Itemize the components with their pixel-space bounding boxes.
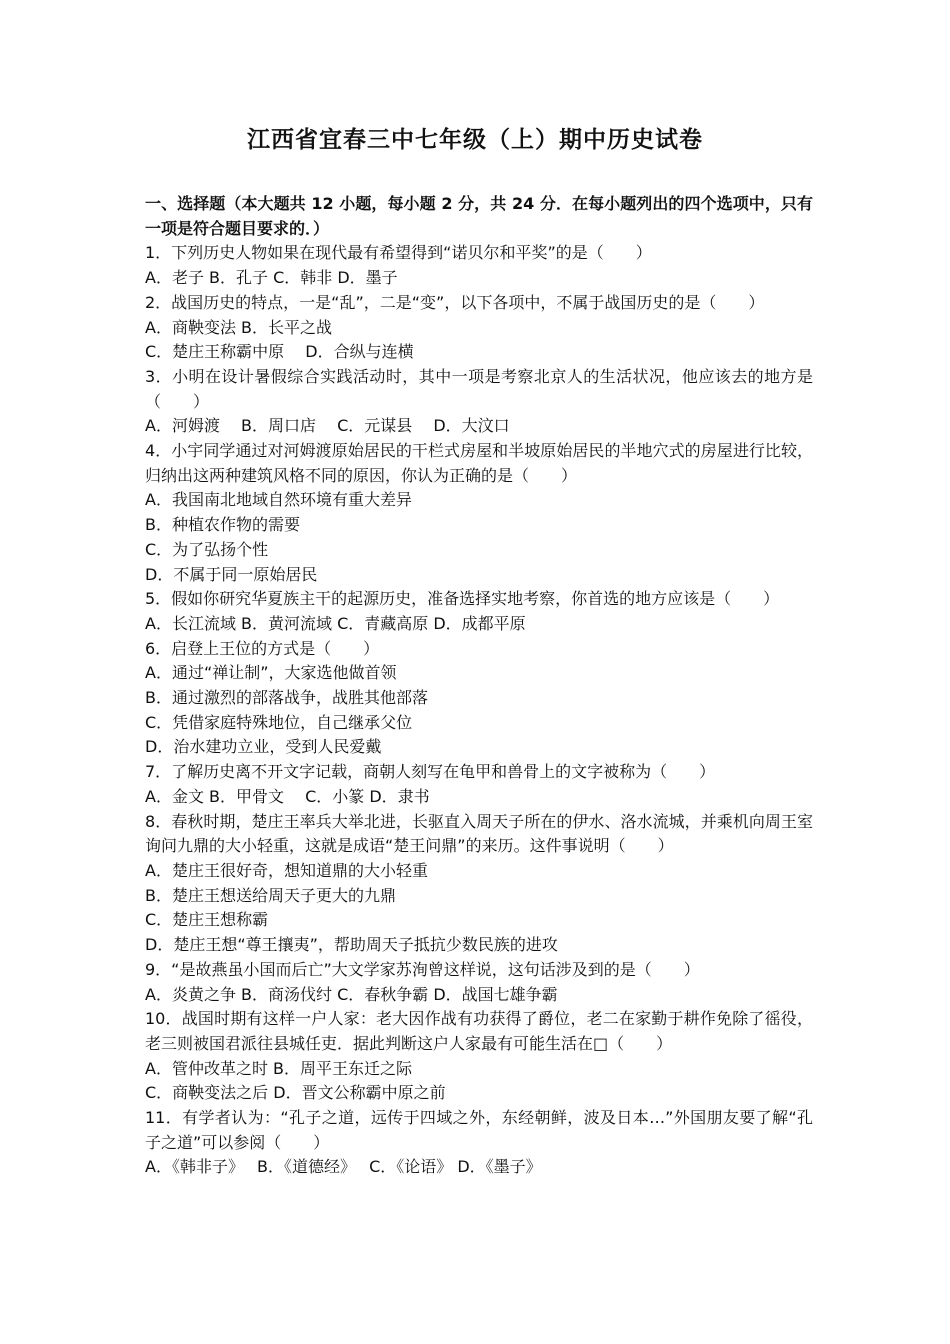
question-option: C．凭借家庭特殊地位，自己继承父位 — [145, 712, 413, 732]
question-10 — [145, 1007, 813, 1106]
question-stem: 1．下列历史人物如果在现代最有希望得到“诺贝尔和平奖”的是（ ） — [145, 243, 652, 263]
question-option: A．老子 B．孔子 C．韩非 D．墨子 — [145, 268, 398, 288]
question-option: A．商鞅变法 B．长平之战 — [145, 317, 333, 337]
question-4 — [145, 439, 813, 587]
question-1 — [145, 241, 813, 290]
question-option: D．治水建功立业，受到人民爱戴 — [145, 737, 382, 757]
question-option: D．楚庄王想“尊王攘夷”，帮助周天子抵抗少数民族的进攻 — [145, 935, 558, 955]
question-option: A．《韩非子》 B．《道德经》 C．《论语》 D．《墨子》 — [145, 1157, 542, 1177]
question-option: A．我国南北地域自然环境有重大差异 — [145, 490, 412, 510]
exam-title: 江西省宜春三中七年级（上）期中历史试卷 — [247, 127, 703, 153]
question-stem: 4．小宇同学通过对河姆渡原始居民的干栏式房屋和半坡原始居民的半地穴式的房屋进行比较，归纳出这两种建筑风格不同的原因，你认为正确的是（ ） — [145, 441, 813, 485]
question-option: D．不属于同一原始居民 — [145, 564, 318, 584]
question-option: A．金文 B．甲骨文 C．小篆 D．隶书 — [145, 786, 430, 806]
question-stem: 5．假如你研究华夏族主干的起源历史，准备选择实地考察，你首选的地方应该是（ ） — [145, 589, 780, 609]
question-stem: 8．春秋时期，楚庄王率兵大举北进，长驱直入周天子所在的伊水、洛水流城，并乘机向周王室询问九鼎的大小轻重，这就是成语“楚王问鼎”的来历。这件事说明（ ） — [145, 811, 813, 856]
question-stem: 3．小明在设计暑假综合实践活动时，其中一项是考察北京人的生活状况，他应该去的地方是（ ） — [145, 366, 813, 411]
question-5 — [145, 587, 813, 636]
question-11 — [145, 1106, 813, 1180]
question-3 — [145, 365, 813, 439]
question-stem: 7．了解历史离不开文字记载，商朝人刻写在龟甲和兽骨上的文字被称为（ ） — [145, 762, 716, 782]
question-option: C．为了弘扬个性 — [145, 539, 269, 559]
question-option: A．楚庄王很好奇，想知道鼎的大小轻重 — [145, 860, 428, 880]
question-option: B．通过激烈的部落战争，战胜其他部落 — [145, 688, 428, 708]
question-option: B．种植农作物的需要 — [145, 515, 300, 535]
question-stem: 2．战国历史的特点，一是“乱”，二是“变”，以下各项中，不属于战国历史的是（ ） — [145, 292, 765, 312]
question-option: C．楚庄王想称霸 — [145, 910, 269, 930]
question-option: A．管仲改革之时 B．周平王东迁之际 — [145, 1058, 413, 1078]
question-stem: 11．有学者认为：“孔子之道，远传于四域之外，东经朝鲜，波及日本…”外国朋友要了解“孔子之道”可以参阅（ ） — [145, 1108, 813, 1152]
question-stem: 10．战国时期有这样一户人家：老大因作战有功获得了爵位，老二在家勤于耕作免除了徭役，老三则被国君派往县城任吏．据此判断这户人家最有可能生活在□（ ） — [145, 1009, 813, 1053]
question-option: C．楚庄王称霸中原 D．合纵与连横 — [145, 342, 414, 362]
question-2 — [145, 291, 813, 365]
section-heading: 一、选择题（本大题共 12 小题，每小题 2 分，共 24 分．在每小题列出的四个选项中，只有一项是符合题目要求的．） — [145, 194, 813, 238]
question-7 — [145, 760, 813, 809]
question-stem: 9．“是故燕虽小国而后亡”大文学家苏洵曾这样说，这句话涉及到的是（ ） — [145, 959, 700, 979]
question-option: C．商鞅变法之后 D．晋文公称霸中原之前 — [145, 1083, 446, 1103]
question-9 — [145, 958, 813, 1007]
question-option: B．楚庄王想送给周天子更大的九鼎 — [145, 885, 396, 905]
question-8 — [145, 810, 813, 958]
question-option: A．炎黄之争 B．商汤伐纣 C．春秋争霸 D．战国七雄争霸 — [145, 984, 558, 1004]
question-6 — [145, 637, 813, 761]
question-option: A．通过“禅让制”，大家选他做首领 — [145, 663, 397, 683]
exam-content — [145, 192, 813, 1180]
question-stem: 6．启登上王位的方式是（ ） — [145, 638, 380, 658]
question-option: A．长江流域 B．黄河流域 C．青藏高原 D．成都平原 — [145, 613, 526, 633]
question-option: A．河姆渡 B．周口店 C．元谋县 D．大汶口 — [145, 416, 510, 436]
